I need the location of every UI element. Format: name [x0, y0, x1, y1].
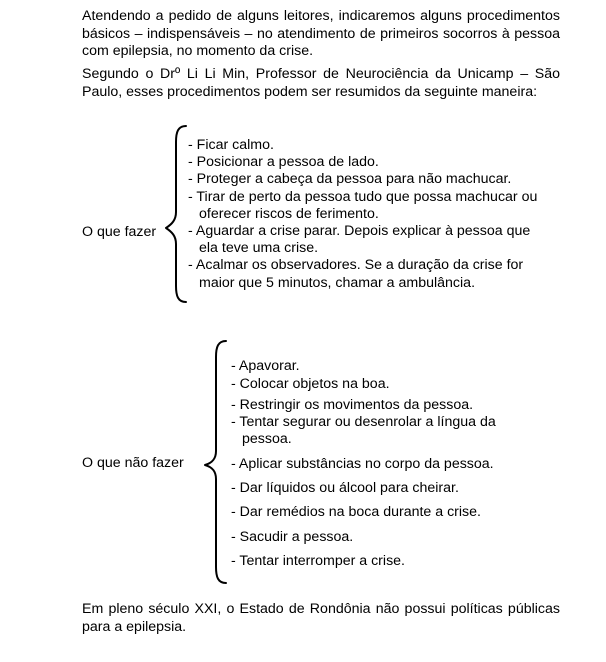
closing-paragraph: Em pleno século XXI, o Estado de Rondônia não possui políticas públicas para a epilepsia. — [82, 601, 560, 635]
list-item: - Aguardar a crise parar. Depois explicar à pessoa que ela teve uma crise. — [188, 223, 531, 257]
list-item: - Tirar de perto da pessoa tudo que possa machucar ou oferecer riscos de ferimento. — [188, 188, 538, 222]
list-item: - Colocar objetos na boa. — [231, 376, 390, 392]
do-list — [188, 137, 561, 292]
dont-section-label: O que não fazer — [82, 455, 184, 471]
do-section-brace — [164, 124, 190, 304]
list-item: - Dar líquidos ou álcool para cheirar. — [231, 480, 459, 496]
list-item: - Aplicar substâncias no corpo da pessoa. — [231, 456, 494, 472]
list-item: - Ficar calmo. — [188, 137, 274, 153]
source-paragraph: Segundo o Drº Li Li Min, Professor de Neurociência da Unicamp – São Paulo, esses procedimentos podem ser resumidos da seguinte maneira: — [82, 66, 560, 100]
list-item: - Posicionar a pessoa de lado. — [188, 154, 379, 171]
list-item: - Dar remédios na boca durante a crise. — [231, 504, 481, 520]
list-item: - Proteger a cabeça da pessoa para não machucar. — [188, 171, 512, 188]
list-item: - Apavorar. — [231, 358, 300, 374]
list-item: - Acalmar os observadores. Se a duração da crise for maior que 5 minutos, chamar a ambulância. — [188, 257, 524, 291]
list-item: - Sacudir a pessoa. — [231, 529, 354, 545]
dont-section-brace — [203, 339, 229, 585]
list-item: - Restringir os movimentos da pessoa. — [231, 397, 474, 413]
intro-paragraph: Atendendo a pedido de alguns leitores, indicaremos alguns procedimentos básicos – indispensáveis – no atendimento de primeiros socorros à pessoa com epilepsia, no momento da crise. — [82, 8, 560, 59]
do-section-label: O que fazer — [82, 224, 157, 240]
list-item: - Tentar segurar ou desenrolar a língua da pessoa. — [231, 414, 496, 448]
list-item: - Tentar interromper a crise. — [231, 553, 405, 569]
